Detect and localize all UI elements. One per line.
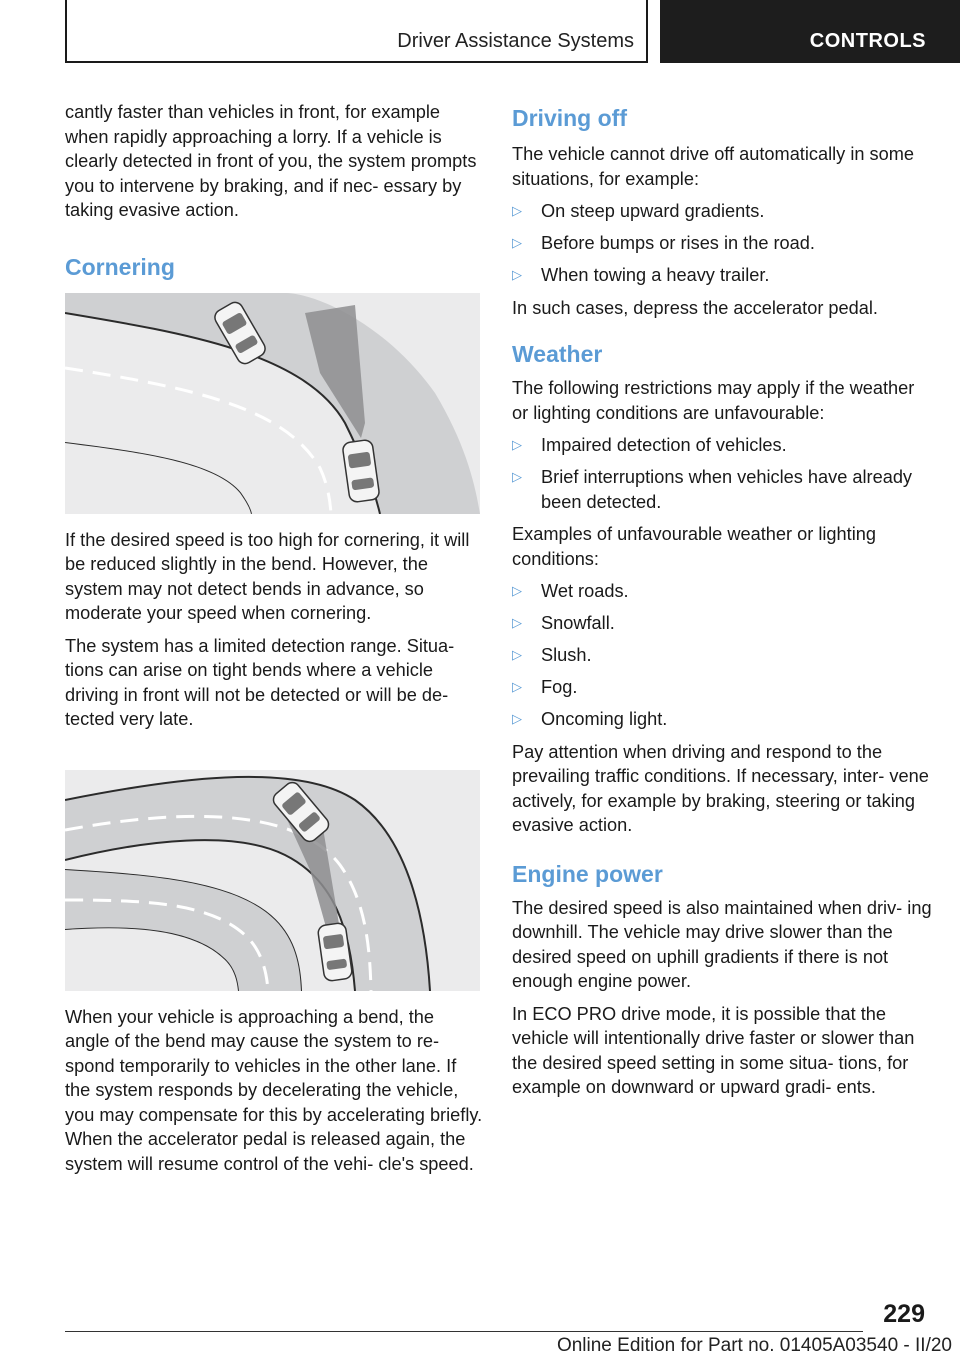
list-item: ▷ Oncoming light. xyxy=(512,707,932,732)
right-column xyxy=(512,100,932,1108)
intro-paragraph: cantly faster than vehicles in front, for example when rapidly approaching a lorry. If a vehicle is clearly detected in front of you, the system prompts you to intervene by braking, and if nec‐ essary by taking evasive action. xyxy=(65,102,477,220)
cornering-paragraph-1: If the desired speed is too high for cornering, it will be reduced slightly in the bend. However, the system may not detect bends in advance, so moderate your speed when cornering. xyxy=(65,529,470,623)
driving-off-heading: Driving off xyxy=(512,105,627,131)
triangle-bullet-icon: ▷ xyxy=(512,469,522,484)
list-item: ▷ Snowfall. xyxy=(512,611,932,636)
cornering-paragraph-3: When your vehicle is approaching a bend, the angle of the bend may cause the system to re‐ spond temporarily to vehicles in the other lane. If the system responds by decelerating the vehicle, you may compensate for this by accelerating briefly. When the accelerator pedal is released again, the system will resume control of the vehi‐ cle's speed. xyxy=(65,1006,483,1174)
page-number: 229 xyxy=(883,1300,925,1328)
header-section-title: Driver Assistance Systems xyxy=(397,30,634,52)
list-item: ▷ Wet roads. xyxy=(512,579,932,604)
list-item: ▷ Fog. xyxy=(512,675,932,700)
triangle-bullet-icon: ▷ xyxy=(512,679,522,694)
triangle-bullet-icon: ▷ xyxy=(512,267,522,282)
triangle-bullet-icon: ▷ xyxy=(512,711,522,726)
triangle-bullet-icon: ▷ xyxy=(512,583,522,598)
header-section-box xyxy=(65,0,648,63)
cornering-heading: Cornering xyxy=(65,253,175,280)
list-item: ▷ Slush. xyxy=(512,643,932,668)
triangle-bullet-icon: ▷ xyxy=(512,203,522,218)
cornering-paragraph-2: The system has a limited detection range. Situa‐ tions can arise on tight bends where a vehicle driving in front will not be detected or will be de‐ tected very late. xyxy=(65,635,455,729)
engine-paragraph-1: The desired speed is also maintained when driv‐ ing downhill. The vehicle may drive slower than the desired speed on uphill gradients if there is not enough engine power. xyxy=(512,897,932,991)
triangle-bullet-icon: ▷ xyxy=(512,437,522,452)
engine-paragraph-2: In ECO PRO drive mode, it is possible that the vehicle will intentionally drive faster or slower than the desired speed setting in some situa‐ tions, for example on downward or upward gradi‐ ents. xyxy=(512,1003,915,1097)
footer-divider xyxy=(65,1331,863,1332)
weather-intro: The following restrictions may apply if the weather or lighting conditions are unfavourable: xyxy=(512,378,915,423)
driving-off-intro: The vehicle cannot drive off automatically in some situations, for example: xyxy=(512,144,915,189)
triangle-bullet-icon: ▷ xyxy=(512,615,522,630)
driving-off-outro: In such cases, depress the accelerator pedal. xyxy=(512,297,878,318)
list-item: ▷ On steep upward gradients. xyxy=(512,199,932,224)
weather-outro: Pay attention when driving and respond to the prevailing traffic conditions. If necessary, inter‐ vene actively, for example by braking, steering or taking evasive action. xyxy=(512,741,929,835)
engine-power-heading: Engine power xyxy=(512,860,663,887)
list-item: ▷ Impaired detection of vehicles. xyxy=(512,433,932,458)
weather-examples-list xyxy=(512,579,932,732)
triangle-bullet-icon: ▷ xyxy=(512,235,522,250)
left-column xyxy=(65,100,483,1184)
header-chapter-box xyxy=(660,0,960,63)
header-chapter-title: CONTROLS xyxy=(809,30,926,52)
list-item: ▷ Brief interruptions when vehicles have already been detected. xyxy=(512,467,913,512)
cornering-illustration-2 xyxy=(65,770,480,991)
footer-edition: Online Edition for Part no. 01405A03540 - II/20 xyxy=(556,1335,952,1356)
cornering-illustration-1 xyxy=(65,293,480,514)
list-item: ▷ When towing a heavy trailer. xyxy=(512,263,932,288)
list-item: ▷ Before bumps or rises in the road. xyxy=(512,231,932,256)
weather-examples-intro: Examples of unfavourable weather or lighting conditions: xyxy=(512,524,876,569)
weather-heading: Weather xyxy=(512,341,603,367)
weather-list xyxy=(512,433,932,514)
triangle-bullet-icon: ▷ xyxy=(512,647,522,662)
driving-off-list xyxy=(512,199,932,288)
